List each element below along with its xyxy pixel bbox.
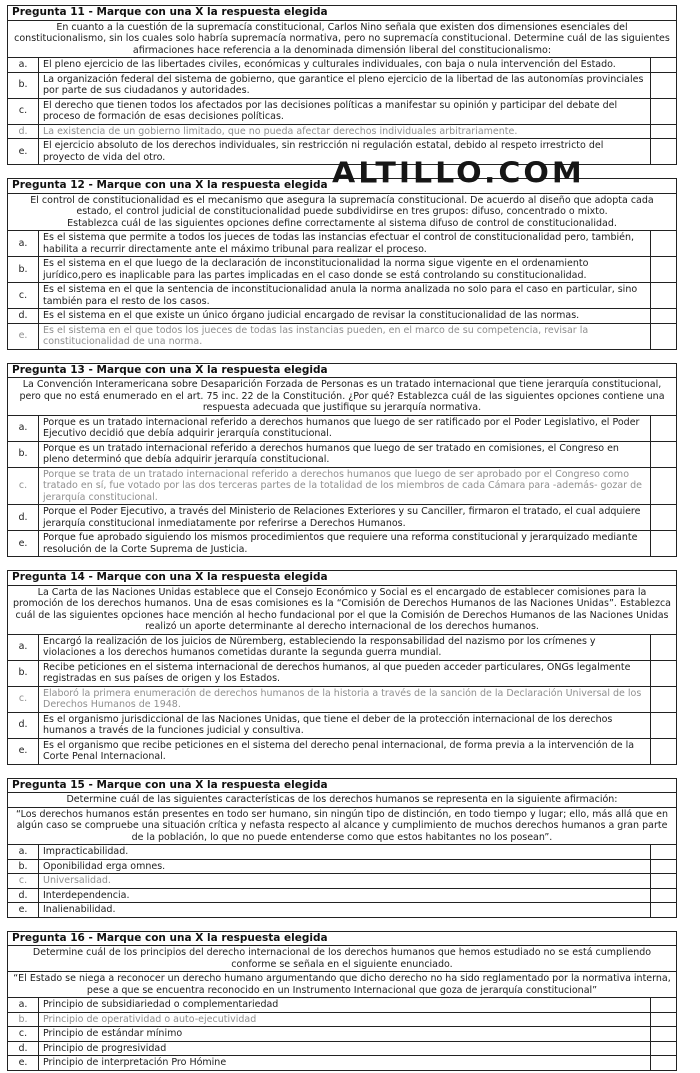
option-text: Es el sistema que permite a todos los jueces de todas las instancias efectuar el control de constitucionalidad pero, también, habilita a recurrir directamente ante el máximo tribunal para realizar el proceso.: [39, 231, 651, 257]
answer-mark-cell[interactable]: [650, 634, 676, 660]
option-text: Es el sistema en el que la sentencia de inconstitucionalidad anula la norma analizada no solo para el caso en particular, sino también para el resto de los casos.: [39, 283, 651, 309]
option-text: Es el sistema en el que todos los jueces de todas las instancias pueden, en el marco de su competencia, revisar la constitucionalidad de una norma.: [39, 323, 651, 349]
answer-mark-cell[interactable]: [650, 712, 676, 738]
question-statement: [8, 793, 677, 808]
option-row: [8, 874, 677, 889]
option-text: Principio de progresividad: [39, 1041, 651, 1056]
option-text: El ejercicio absoluto de los derechos individuales, sin restricción ni regulación estatal, debido al respeto irrestricto del proyecto de vida del otro.: [39, 139, 651, 165]
question-title: Pregunta 14 - Marque con una X la respuesta elegida: [8, 571, 677, 586]
option-letter: c.: [8, 98, 39, 124]
option-row: [8, 845, 677, 860]
answer-mark-cell[interactable]: [650, 467, 676, 505]
option-text: Porque es un tratado internacional referido a derechos humanos que luego de ser tratado en comisiones, el Congreso en pleno determinó que debía adquirir jerarquía constitucional.: [39, 441, 651, 467]
statement-paragraph: El control de constitucionalidad es el mecanismo que asegura la supremacía constitucional. De acuerdo al diseño que adopta cada estado, el control judicial de constitucionalidad puede subdividirse en tres grupos: difuso, concentrado o mixto.: [30, 194, 654, 217]
option-letter: a.: [8, 58, 39, 73]
question-title: Pregunta 15 - Marque con una X la respuesta elegida: [8, 778, 677, 793]
option-row: [8, 531, 677, 557]
option-letter: d.: [8, 505, 39, 531]
option-text: Es el organismo que recibe peticiones en el sistema del derecho penal internacional, de forma previa a la intervención de la Corte Penal Internacional.: [39, 738, 651, 764]
option-text: Principio de interpretación Pro Hómine: [39, 1056, 651, 1071]
option-text: Inalienabilidad.: [39, 903, 651, 918]
answer-mark-cell[interactable]: [650, 531, 676, 557]
answer-mark-cell[interactable]: [650, 309, 676, 324]
option-letter: d.: [8, 888, 39, 903]
option-text: Principio de operatividad o auto-ejecutividad: [39, 1012, 651, 1027]
option-text: Interdependencia.: [39, 888, 651, 903]
answer-mark-cell[interactable]: [650, 257, 676, 283]
question-statement: [8, 946, 677, 972]
answer-mark-cell[interactable]: [650, 738, 676, 764]
answer-mark-cell[interactable]: [650, 686, 676, 712]
option-text: Recibe peticiones en el sistema internacional de derechos humanos, al que pueden acceder particulares, ONGs legalmente registradas en sus países de origen y los Estados.: [39, 660, 651, 686]
answer-mark-cell[interactable]: [650, 1012, 676, 1027]
option-row: [8, 888, 677, 903]
option-text: Principio de subsidiariedad o complementariedad: [39, 998, 651, 1013]
answer-mark-cell[interactable]: [650, 1056, 676, 1071]
option-text: Es el organismo jurisdiccional de las Naciones Unidas, que tiene el deber de la protección internacional de los derechos humanos a través de la funciones judicial y consultiva.: [39, 712, 651, 738]
option-letter: a.: [8, 845, 39, 860]
answer-mark-cell[interactable]: [650, 441, 676, 467]
answer-mark-cell[interactable]: [650, 124, 676, 139]
question-quote: [8, 972, 677, 998]
option-letter: c.: [8, 283, 39, 309]
option-letter: e.: [8, 903, 39, 918]
option-text: Impracticabilidad.: [39, 845, 651, 860]
statement-paragraph: Determine cuál de las siguientes características de los derechos humanos se representa en la siguiente afirmación:: [66, 794, 618, 805]
option-row: [8, 505, 677, 531]
statement-paragraph: Determine cuál de los principios del derecho internacional de los derechos humanos que hemos estudiado no se está cumpliendo conforme se señala en el siguiente enunciado.: [32, 947, 652, 970]
option-row: [8, 1012, 677, 1027]
option-row: [8, 323, 677, 349]
question-title: Pregunta 13 - Marque con una X la respuesta elegida: [8, 363, 677, 378]
option-letter: d.: [8, 309, 39, 324]
statement-paragraph: “Los derechos humanos están presentes en todo ser humano, sin ningún tipo de distinción, en todo tiempo y lugar; ello, más allá que en algún caso se compruebe una situación crítica y nefasta respecto al alcance y cumplimiento de muchos derechos humanos a gran parte de la población, lo que no puede entenderse como que estos habitantes no los posean”.: [15, 808, 669, 843]
option-letter: e.: [8, 323, 39, 349]
question-title: Pregunta 16 - Marque con una X la respuesta elegida: [8, 931, 677, 946]
option-text: Universalidad.: [39, 874, 651, 889]
option-letter: a.: [8, 231, 39, 257]
answer-mark-cell[interactable]: [650, 58, 676, 73]
option-text: Es el sistema en el que luego de la declaración de inconstitucionalidad la norma sigue vigente en el ordenamiento jurídico,pero es inaplicable para las partes implicadas en el caso donde se está controlando su constitucionalidad.: [39, 257, 651, 283]
option-row: [8, 309, 677, 324]
question-statement: [8, 585, 677, 634]
option-row: [8, 660, 677, 686]
statement-paragraph: En cuanto a la cuestión de la supremacía constitucional, Carlos Nino señala que existen dos dimensiones esenciales del constitucionalismo, sin los cuales solo habría supremacía normativa, pero no supremacía constitucional. Determine cuál de las siguientes afirmaciones hace referencia a la denominada dimensión liberal del constitucionalismo:: [14, 21, 670, 56]
option-text: El derecho que tienen todos los afectados por las decisiones políticas a manifestar su opinión y participar del debate del proceso de formación de esas decisiones políticas.: [39, 98, 651, 124]
answer-mark-cell[interactable]: [650, 231, 676, 257]
option-text: Porque el Poder Ejecutivo, a través del Ministerio de Relaciones Exteriores y su Canciller, firmaron el tratado, el cual adquiere jerarquía constitucional inmediatamente por referirse a Derechos Humanos.: [39, 505, 651, 531]
statement-paragraph: La Convención Interamericana sobre Desaparición Forzada de Personas es un tratado internacional que tiene jerarquía constitucional, pero que no está enumerado en el art. 75 inc. 22 de la Constitución. ¿Por qué? Establezca cuál de las siguientes opciones contiene una respuesta adecuada que justifique su jerarquía normativa.: [19, 379, 665, 413]
question-quote: [8, 807, 677, 845]
option-letter: a.: [8, 998, 39, 1013]
option-row: [8, 998, 677, 1013]
option-row: [8, 634, 677, 660]
option-row: [8, 738, 677, 764]
option-row: [8, 58, 677, 73]
option-letter: b.: [8, 859, 39, 874]
option-letter: b.: [8, 257, 39, 283]
option-row: [8, 1056, 677, 1071]
option-letter: d.: [8, 712, 39, 738]
option-row: [8, 441, 677, 467]
answer-mark-cell[interactable]: [650, 660, 676, 686]
question-statement: [8, 378, 677, 416]
option-row: [8, 903, 677, 918]
question-statement: [8, 193, 677, 231]
option-letter: c.: [8, 1027, 39, 1042]
statement-paragraph: “El Estado se niega a reconocer un derecho humano argumentando que dicho derecho no ha sido reglamentado por la normativa interna, pese a que se encuentra reconocido en un Instrumento Internacional que goza de jerarquía constitucional”: [13, 973, 671, 996]
question-statement: [8, 20, 677, 58]
answer-mark-cell[interactable]: [650, 998, 676, 1013]
option-row: [8, 686, 677, 712]
option-letter: a.: [8, 634, 39, 660]
option-text: Encargó la realización de los juicios de Nüremberg, estableciendo la responsabilidad del nazismo por los crímenes y violaciones a los derechos humanos cometidas durante la segunda guerra mundial.: [39, 634, 651, 660]
option-text: Porque fue aprobado siguiendo los mismos procedimientos que requiere una reforma constitucional y jerarquizado mediante resolución de la Corte Suprema de Justicia.: [39, 531, 651, 557]
answer-mark-cell[interactable]: [650, 98, 676, 124]
statement-paragraph: La Carta de las Naciones Unidas establece que el Consejo Económico y Social es el encargado de establecer comisiones para la promoción de los derechos humanos. Una de esas comisiones es la “Comisión de Derechos Humanos de las Naciones Unidas”. Establezca cuál de las siguientes opciones hace mención al hecho fundacional por el que la Comisión de Derechos Humanos de las Naciones Unidas realizó un aporte determinante al derecho internacional de los derechos humanos.: [13, 586, 671, 632]
option-letter: b.: [8, 1012, 39, 1027]
question-title: Pregunta 11 - Marque con una X la respuesta elegida: [8, 6, 677, 21]
altillo-watermark: ALTILLO.COM: [332, 156, 585, 191]
option-text: Principio de estándar mínimo: [39, 1027, 651, 1042]
answer-mark-cell[interactable]: [650, 859, 676, 874]
question-table: [7, 778, 677, 918]
answer-mark-cell[interactable]: [650, 505, 676, 531]
answer-mark-cell[interactable]: [650, 415, 676, 441]
option-row: [8, 467, 677, 505]
option-row: [8, 231, 677, 257]
answer-mark-cell[interactable]: [650, 139, 676, 165]
statement-paragraph: Establezca cuál de las siguientes opciones define correctamente al sistema difuso de control de constitucionalidad.: [67, 217, 617, 229]
question-title: Pregunta 12 - Marque con una X la respuesta elegida: [8, 179, 677, 194]
answer-mark-cell[interactable]: [650, 283, 676, 309]
option-letter: e.: [8, 531, 39, 557]
option-text: Porque es un tratado internacional referido a derechos humanos que luego de ser ratificado por el Poder Legislativo, el Poder Ejecutivo decidió que debía adquirir jerarquía constitucional.: [39, 415, 651, 441]
question-table: [7, 5, 677, 165]
option-text: Porque se trata de un tratado internacional referido a derechos humanos que luego de ser aprobado por el Congreso como tratado en sí, fue votado por las dos terceras partes de la totalidad de los miembros de cada Cámara para -además- gozar de jerarquía constitucional.: [39, 467, 651, 505]
option-letter: e.: [8, 738, 39, 764]
option-letter: c.: [8, 686, 39, 712]
option-text: La organización federal del sistema de gobierno, que garantice el pleno ejercicio de la libertad de las autonomías provinciales por parte de sus ciudadanos y autoridades.: [39, 72, 651, 98]
option-row: [8, 1027, 677, 1042]
question-table: [7, 178, 677, 350]
answer-mark-cell[interactable]: [650, 323, 676, 349]
option-letter: d.: [8, 124, 39, 139]
answer-mark-cell[interactable]: [650, 72, 676, 98]
option-text: Oponibilidad erga omnes.: [39, 859, 651, 874]
option-letter: c.: [8, 874, 39, 889]
answer-mark-cell[interactable]: [650, 1041, 676, 1056]
answer-mark-cell[interactable]: [650, 1027, 676, 1042]
option-text: El pleno ejercicio de las libertades civiles, económicas y culturales individuales, con baja o nula intervención del Estado.: [39, 58, 651, 73]
option-row: [8, 859, 677, 874]
option-letter: b.: [8, 72, 39, 98]
option-row: [8, 124, 677, 139]
option-letter: c.: [8, 467, 39, 505]
option-row: [8, 98, 677, 124]
option-letter: d.: [8, 1041, 39, 1056]
option-letter: e.: [8, 139, 39, 165]
answer-mark-cell[interactable]: [650, 874, 676, 889]
question-table: [7, 570, 677, 765]
option-text: Elaboró la primera enumeración de derechos humanos de la historia a través de la sanción de la Declaración Universal de los Derechos Humanos de 1948.: [39, 686, 651, 712]
option-letter: b.: [8, 660, 39, 686]
option-row: [8, 1041, 677, 1056]
answer-mark-cell[interactable]: [650, 845, 676, 860]
option-text: La existencia de un gobierno limitado, que no pueda afectar derechos individuales arbitrariamente.: [39, 124, 651, 139]
option-row: [8, 283, 677, 309]
answer-mark-cell[interactable]: [650, 903, 676, 918]
option-letter: b.: [8, 441, 39, 467]
option-text: Es el sistema en el que existe un único órgano judicial encargado de revisar la constitucionalidad de las normas.: [39, 309, 651, 324]
option-row: [8, 72, 677, 98]
option-letter: e.: [8, 1056, 39, 1071]
option-letter: a.: [8, 415, 39, 441]
option-row: [8, 415, 677, 441]
option-row: [8, 712, 677, 738]
option-row: [8, 257, 677, 283]
question-table: [7, 363, 677, 558]
answer-mark-cell[interactable]: [650, 888, 676, 903]
question-table: [7, 931, 677, 1071]
